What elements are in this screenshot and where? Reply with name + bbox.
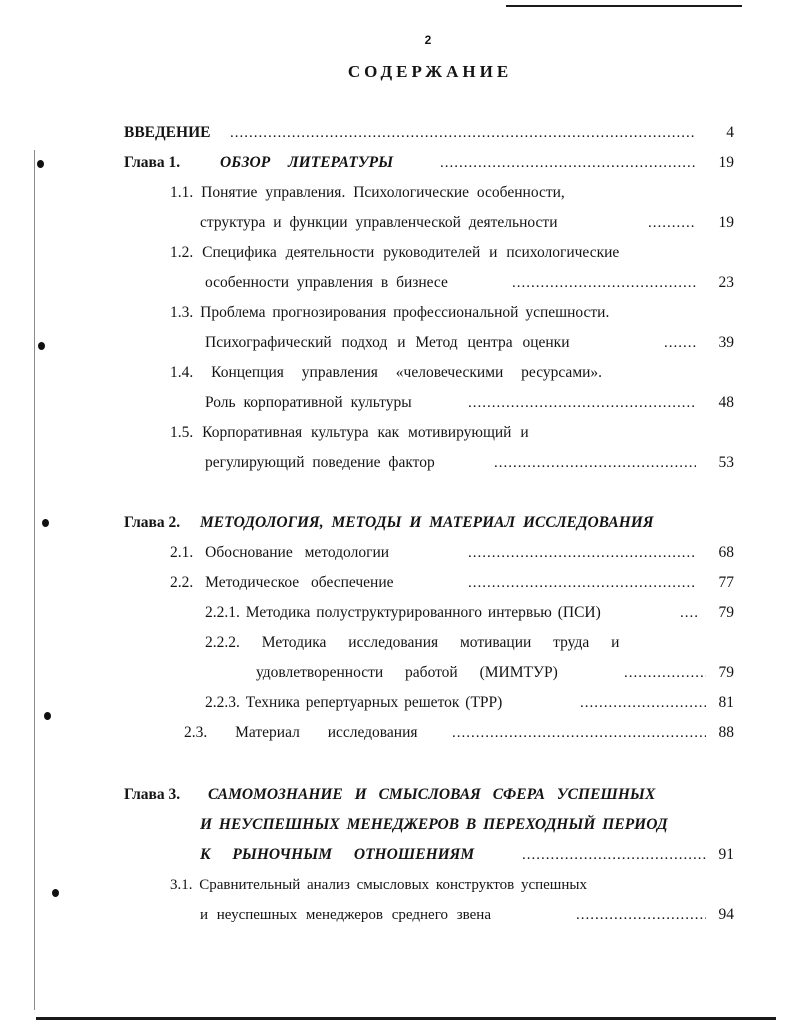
toc-chapter-title: ОБЗОР ЛИТЕРАТУРЫ bbox=[220, 154, 394, 171]
toc-intro-label: ВВЕДЕНИЕ bbox=[124, 124, 211, 141]
toc-page-number: 48 bbox=[718, 394, 734, 411]
toc-page-number: 79 bbox=[718, 664, 734, 681]
toc-page-number: 68 bbox=[718, 544, 734, 561]
toc-entry-line: удовлетворенности работой (МИМТУР) bbox=[256, 664, 558, 681]
scan-border-left bbox=[34, 150, 35, 1010]
toc-leader bbox=[648, 214, 696, 232]
margin-mark-3 bbox=[42, 519, 49, 527]
toc-entry-line: 3.1. Сравнительный анализ смысловых конструктов успешных bbox=[170, 877, 587, 893]
toc-entry-line: регулирующий поведение фактор bbox=[205, 454, 435, 471]
toc-page-number: 19 bbox=[718, 214, 734, 231]
toc-leader bbox=[452, 724, 706, 742]
margin-mark-1 bbox=[37, 160, 44, 168]
toc-leader bbox=[576, 906, 706, 924]
toc-entry-line: и неуспешных менеджеров среднего звена bbox=[200, 907, 491, 923]
toc-chapter-title: К РЫНОЧНЫМ ОТНОШЕНИЯМ bbox=[200, 846, 475, 863]
page-title: СОДЕРЖАНИЕ bbox=[347, 62, 513, 81]
toc-leader bbox=[680, 604, 700, 622]
toc-entry-line: 1.5. Корпоративная культура как мотивирующий и bbox=[170, 424, 529, 441]
toc-leader bbox=[494, 454, 696, 472]
toc-page-number: 91 bbox=[718, 846, 734, 863]
page-number: 2 bbox=[424, 33, 432, 47]
toc-page-number: 88 bbox=[718, 724, 734, 741]
toc-leader bbox=[468, 544, 696, 562]
toc-entry-line: 1.3. Проблема прогнозирования профессиональной успешности. bbox=[170, 304, 610, 321]
toc-page-number: 39 bbox=[718, 334, 734, 351]
toc-chapter-title: И НЕУСПЕШНЫХ МЕНЕДЖЕРОВ В ПЕРЕХОДНЫЙ ПЕРИОД bbox=[200, 816, 668, 833]
toc-page-number: 77 bbox=[718, 574, 734, 591]
toc-entry-line: 1.2. Специфика деятельности руководителей и психологические bbox=[170, 244, 620, 261]
toc-leader bbox=[440, 154, 696, 172]
toc-page-number: 94 bbox=[718, 906, 734, 923]
toc-entry-line: Роль корпоративной культуры bbox=[205, 394, 412, 411]
toc-leader bbox=[580, 694, 706, 712]
toc-entry-line: особенности управления в бизнесе bbox=[205, 274, 448, 291]
toc-entry-line: 2.2.3. Техника репертуарных решеток (ТРР) bbox=[205, 694, 503, 711]
toc-leader bbox=[624, 664, 706, 682]
toc-entry-line: 2.2.1. Методика полуструктурированного интервью (ПСИ) bbox=[205, 604, 601, 621]
toc-entry-line: 1.1. Понятие управления. Психологические особенности, bbox=[170, 184, 565, 201]
scan-border-top bbox=[506, 5, 742, 7]
toc-leader bbox=[522, 846, 706, 864]
scan-border-bottom bbox=[36, 1017, 776, 1020]
toc-entry-line: 2.2.2. Методика исследования мотивации труда и bbox=[205, 634, 620, 651]
toc-chapter-title: МЕТОДОЛОГИЯ, МЕТОДЫ И МАТЕРИАЛ ИССЛЕДОВАНИЯ bbox=[200, 514, 654, 531]
toc-page-number: 19 bbox=[718, 154, 734, 171]
toc-chapter-prefix: Глава 1. bbox=[124, 154, 181, 171]
toc-page-number: 81 bbox=[718, 694, 734, 711]
margin-mark-2 bbox=[38, 342, 45, 350]
toc-leader bbox=[468, 574, 696, 592]
toc-chapter-prefix: Глава 3. bbox=[124, 786, 181, 803]
toc-entry-line: Психографический подход и Метод центра оценки bbox=[205, 334, 570, 351]
toc-entry-line: 2.3. Материал исследования bbox=[184, 724, 418, 741]
toc-leader bbox=[512, 274, 696, 292]
toc-chapter-title: САМОМОЗНАНИЕ И СМЫСЛОВАЯ СФЕРА УСПЕШНЫХ bbox=[208, 786, 656, 803]
toc-page-number: 53 bbox=[718, 454, 734, 471]
toc-page-number: 23 bbox=[718, 274, 734, 291]
toc-leader bbox=[230, 124, 696, 142]
toc-entry-line: структура и функции управленческой деятельности bbox=[200, 214, 558, 231]
toc-leader bbox=[468, 394, 696, 412]
toc-entry-line: 2.1. Обоснование методологии bbox=[170, 544, 390, 561]
toc-chapter-prefix: Глава 2. bbox=[124, 514, 181, 531]
margin-mark-4 bbox=[44, 712, 51, 720]
toc-page-number: 79 bbox=[718, 604, 734, 621]
toc-page-number: 4 bbox=[726, 124, 734, 141]
toc-entry-line: 1.4. Концепция управления «человеческими ресурсами». bbox=[170, 364, 603, 381]
toc-leader bbox=[664, 334, 696, 352]
margin-mark-5 bbox=[52, 889, 59, 897]
toc-entry-line: 2.2. Методическое обеспечение bbox=[170, 574, 394, 591]
